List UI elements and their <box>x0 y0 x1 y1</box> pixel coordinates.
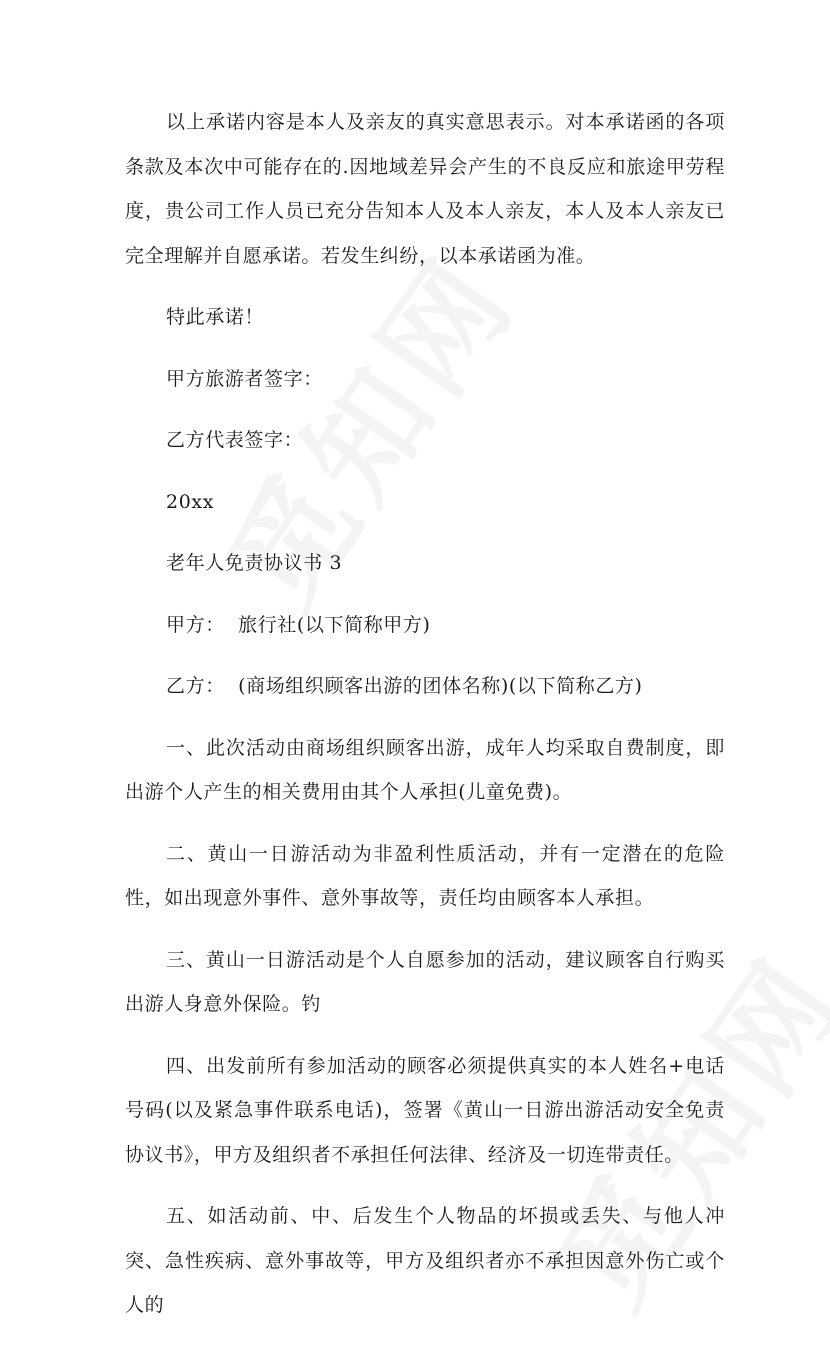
clause-1: 一、此次活动由商场组织顾客出游，成年人均采取自费制度，即出游个人产生的相关费用由其个人承担(儿童免费)。 <box>125 736 725 803</box>
promise-paragraph: 以上承诺内容是本人及亲友的真实意思表示。对本承诺函的各项条款及本次中可能存在的.因地域差异会产生的不良反应和旅途甲劳程度，贵公司工作人员已充分告知本人及本人亲友，本人及本人亲友已完全理解并自愿承诺。若发生纠纷，以本承诺函为准。 <box>125 111 725 267</box>
party-b-line: 乙方： (商场组织顾客出游的团体名称)(以下简称乙方) <box>166 675 643 697</box>
party-a-line: 甲方： 旅行社(以下简称甲方) <box>166 613 431 636</box>
special-promise-line: 特此承诺！ <box>166 306 265 328</box>
document-body <box>125 100 725 1345</box>
section-title: 老年人免责协议书 3 <box>166 552 343 574</box>
party-b-signature-label: 乙方代表签字： <box>166 429 304 451</box>
clause-5: 五、如活动前、中、后发生个人物品的坏损或丢失、与他人冲突、急性疾病、意外事故等，甲方及组织者亦不承担因意外伤亡或个人的 <box>125 1205 725 1316</box>
date-line: 20xx <box>166 490 215 513</box>
party-a-signature-label: 甲方旅游者签字： <box>166 367 323 390</box>
clause-3: 三、黄山一日游活动是个人自愿参加的活动，建议顾客自行购买出游人身意外保险。钓 <box>125 948 725 1015</box>
clause-4: 四、出发前所有参加活动的顾客必须提供真实的本人姓名+电话号码(以及紧急事件联系电话)，签署《黄山一日游出游活动安全免责协议书》，甲方及组织者不承担任何法律、经济及一切连带责任。 <box>125 1054 725 1166</box>
clause-2: 二、黄山一日游活动为非盈利性质活动，并有一定潜在的危险性，如出现意外事件、意外事故等，责任均由顾客本人承担。 <box>125 842 725 909</box>
